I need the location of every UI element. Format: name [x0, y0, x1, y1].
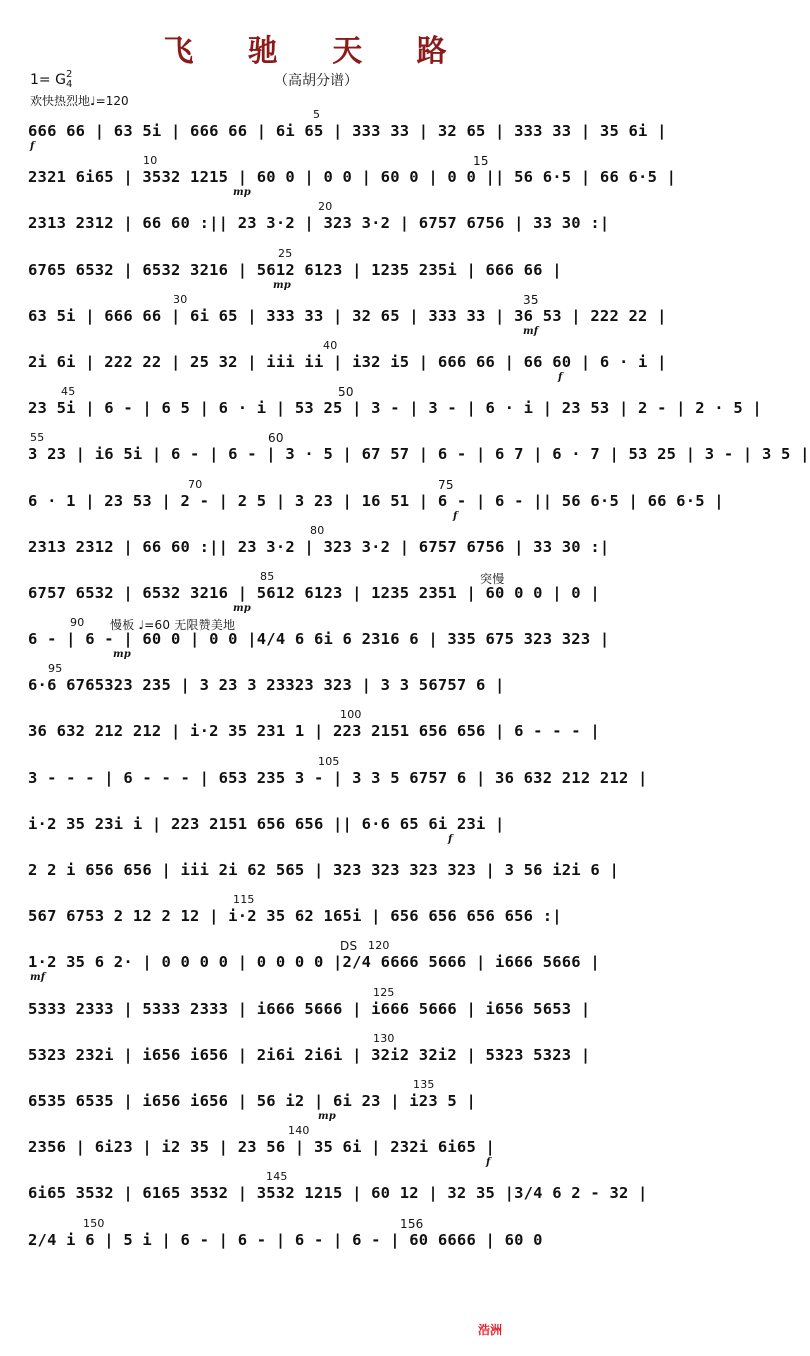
score-row [28, 108, 667, 154]
measure-number: 115 [233, 893, 255, 907]
dynamic-mark: mf [523, 325, 539, 337]
score-row [28, 431, 810, 477]
score-row [28, 662, 608, 708]
notation-line: 6 - | 6 - | 60 0 | 0 0 |4/4 6 6i 6 2316 6 | 335 675 323 323 | [28, 630, 610, 649]
notation-line: 2356 | 6i23 | i2 35 | 23 56 | 35 6i | 232i 6i65 | [28, 1138, 496, 1157]
measure-number: 10 [143, 154, 158, 168]
score-row [28, 385, 762, 431]
dynamic-mark: mp [273, 279, 291, 291]
score-row [28, 1124, 608, 1170]
score-row [28, 1078, 608, 1124]
notation-line: 36 632 212 212 | i·2 35 231 1 | 223 2151 656 656 | 6 - - - | [28, 722, 600, 741]
row-annotation: 35 [523, 292, 539, 307]
notation-line: 5333 2333 | 5333 2333 | i666 5666 | i666 5666 | i656 5653 | [28, 999, 591, 1018]
score-row [28, 708, 608, 754]
row-annotation: 50 [338, 385, 354, 400]
score-row [28, 986, 608, 1032]
notation-line: 6i65 3532 | 6165 3532 | 3532 1215 | 60 12 | 32 35 |3/4 6 2 - 32 | [28, 1184, 648, 1203]
measure-number: 125 [373, 985, 395, 999]
dynamic-mark: mp [233, 602, 251, 614]
measure-number: 45 [61, 385, 76, 399]
score-row [28, 893, 608, 939]
score-row [28, 154, 677, 200]
score-row [28, 939, 608, 985]
measure-number: 105 [318, 754, 340, 768]
row-annotation: DS [340, 939, 358, 954]
measure-number: 20 [318, 200, 333, 214]
measure-number: 140 [288, 1124, 310, 1138]
measure-number: 30 [173, 292, 188, 306]
meter-top: 2 [65, 69, 73, 80]
score-row [28, 847, 619, 893]
score-row [28, 801, 608, 847]
meter-bottom: 4 [65, 79, 73, 90]
notation-line: 2i 6i | 222 22 | 25 32 | iii ii | i32 i5 | 666 66 | 66 60 | 6 · i | [28, 352, 667, 371]
notation-line: 3 - - - | 6 - - - | 653 235 3 - | 3 3 5 6757 6 | 36 632 212 212 | [28, 768, 648, 787]
score-row [28, 1217, 608, 1263]
notation-line: 567 6753 2 12 2 12 | i·2 35 62 165i | 656 656 656 656 :| [28, 907, 562, 926]
score-row [28, 200, 608, 246]
dynamic-mark: f [486, 1157, 491, 1169]
dynamic-mark: mp [318, 1110, 336, 1122]
score-row [28, 338, 667, 385]
score-row [28, 247, 608, 293]
notation-line: 6535 6535 | i656 i656 | 56 i2 | 6i 23 | i23 5 | [28, 1091, 476, 1110]
measure-number: 120 [368, 939, 390, 953]
row-annotation: 75 [438, 477, 454, 492]
score-row [28, 616, 608, 662]
notation-line: 23 5i | 6 - | 6 5 | 6 · i | 53 25 | 3 - | 3 - | 6 · i | 23 53 | 2 - | 2 · 5 | [28, 399, 762, 418]
measure-number: 90 [70, 616, 85, 630]
measure-number: 150 [83, 1216, 105, 1230]
measure-number: 135 [413, 1077, 435, 1091]
key-prefix: 1= G [30, 72, 66, 88]
notation-line: 2321 6i65 | 3532 1215 | 60 0 | 0 0 | 60 0 | 0 0 || 56 6·5 | 66 6·5 | [28, 168, 677, 187]
tempo-marking: 欢快热烈地♩=120 [30, 94, 129, 108]
dynamic-mark: mf [30, 972, 46, 984]
dynamic-mark: mp [113, 649, 131, 661]
measure-number: 25 [278, 246, 293, 260]
dynamic-mark: f [30, 141, 35, 152]
row-annotation: 15 [473, 154, 489, 169]
notation-line: 6·6 6765323 235 | 3 23 3 23323 323 | 3 3 56757 6 | [28, 676, 505, 695]
measure-number: 55 [30, 431, 45, 445]
dynamic-mark: f [448, 833, 453, 845]
measure-number: 100 [340, 708, 362, 722]
notation-line: 2313 2312 | 66 60 :|| 23 3·2 | 323 3·2 | 6757 6756 | 33 30 :| [28, 214, 610, 233]
measure-number: 145 [266, 1170, 288, 1184]
notation-line: i·2 35 23i i | 223 2151 656 656 || 6·6 65 6i 23i | [28, 814, 505, 833]
score-body [28, 108, 810, 1263]
score-row [28, 477, 724, 524]
measure-number: 130 [373, 1031, 395, 1045]
score-row [28, 754, 648, 801]
notation-line: 2313 2312 | 66 60 :|| 23 3·2 | 323 3·2 | 6757 6756 | 33 30 :| [28, 537, 610, 556]
score-row [28, 570, 608, 616]
page-subtitle: （高胡分谱） [274, 73, 358, 89]
dynamic-mark: mp [233, 187, 251, 199]
measure-number: 40 [323, 338, 338, 352]
notation-line: 6765 6532 | 6532 3216 | 5612 6123 | 1235 235i | 666 66 | [28, 260, 562, 279]
notation-line: 1·2 35 6 2· | 0 0 0 0 | 0 0 0 0 |2/4 6666 5666 | i666 5666 | [28, 953, 600, 972]
score-row [28, 292, 667, 339]
row-annotation: 突慢 [480, 571, 505, 586]
dynamic-mark: f [453, 510, 458, 522]
page-title: 飞 驰 天 路 [163, 34, 469, 69]
row-annotation: 156 [400, 1216, 424, 1231]
notation-line: 3 23 | i6 5i | 6 - | 6 - | 3 · 5 | 67 57 | 6 - | 6 7 | 6 · 7 | 53 25 | 3 - | 3 5 | [28, 445, 810, 464]
notation-line: 5323 232i | i656 i656 | 2i6i 2i6i | 32i2 32i2 | 5323 5323 | [28, 1045, 591, 1064]
row-annotation: 60 [268, 431, 284, 446]
score-row [28, 524, 608, 570]
score-row [28, 1032, 608, 1078]
notation-line: 6757 6532 | 6532 3216 | 5612 6123 | 1235 2351 | 60 0 0 | 0 | [28, 583, 600, 602]
notation-line: 2 2 i 656 656 | iii 2i 62 565 | 323 323 323 323 | 3 56 i2i 6 | [28, 861, 619, 879]
dynamic-mark: f [558, 371, 563, 383]
row-annotation: 慢板 ♩=60 无限赞美地 [110, 618, 236, 633]
measure-number: 80 [310, 523, 325, 537]
measure-number: 5 [313, 108, 321, 121]
measure-number: 95 [48, 662, 63, 676]
score-row [28, 1170, 648, 1216]
measure-number: 85 [260, 569, 275, 583]
notation-line: 2/4 i 6 | 5 i | 6 - | 6 - | 6 - | 6 - | 60 6666 | 60 0 [28, 1230, 543, 1249]
measure-number: 70 [188, 477, 203, 491]
notation-line: 63 5i | 666 66 | 6i 65 | 333 33 | 32 65 | 333 33 | 36 53 | 222 22 | [28, 306, 667, 325]
watermark-text: 浩洲 [477, 1323, 502, 1337]
notation-line: 6 · 1 | 23 53 | 2 - | 2 5 | 3 23 | 16 51 | 6 - | 6 - || 56 6·5 | 66 6·5 | [28, 491, 724, 510]
notation-line: 666 66 | 63 5i | 666 66 | 6i 65 | 333 33 | 32 65 | 333 33 | 35 6i | [28, 122, 667, 140]
